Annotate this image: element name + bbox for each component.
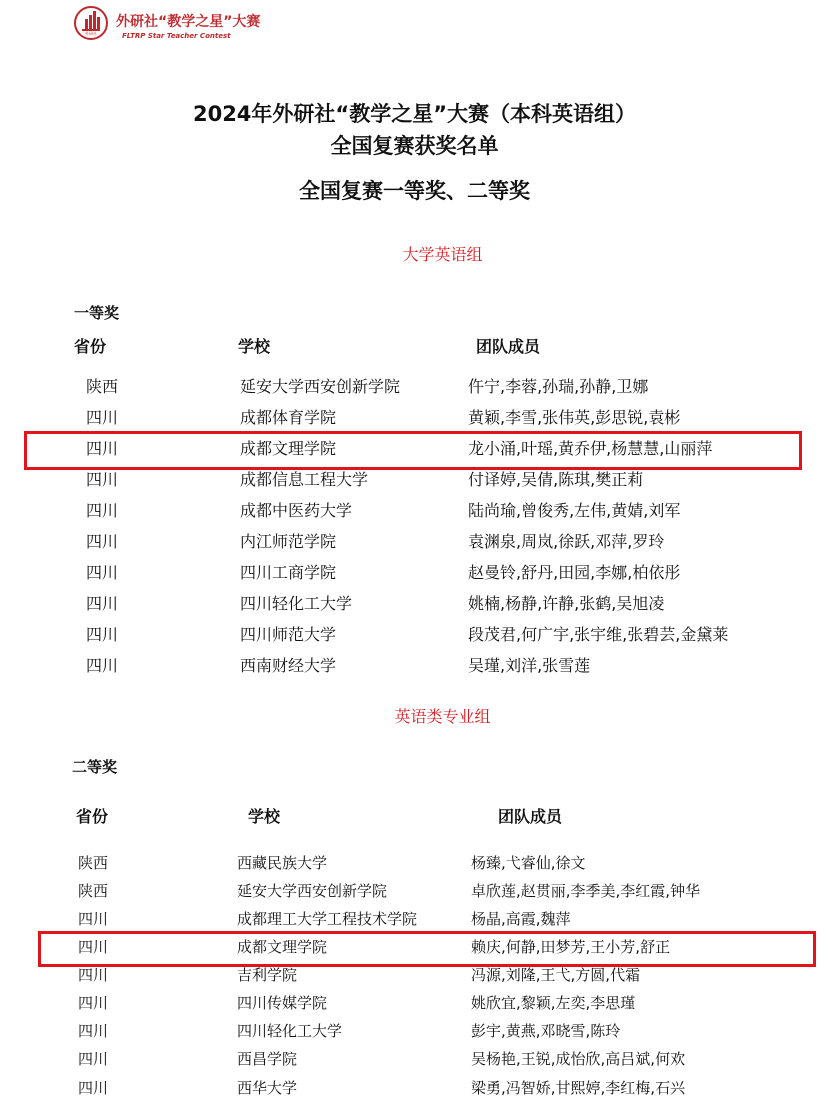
contest-logo <box>74 6 334 46</box>
header-members: 团队成员 <box>498 807 563 826</box>
cell-province: 陕西 <box>78 882 109 900</box>
table-row <box>0 1045 829 1073</box>
cell-province: 四川 <box>86 470 119 489</box>
cell-province: 四川 <box>86 563 119 582</box>
table-row <box>0 1074 829 1102</box>
table-row <box>0 651 829 681</box>
cell-province: 四川 <box>86 408 119 427</box>
table-row <box>0 465 829 495</box>
cell-school: 四川传媒学院 <box>237 994 328 1012</box>
table-row <box>0 403 829 433</box>
cell-school: 四川工商学院 <box>240 563 337 582</box>
table-row <box>0 496 829 526</box>
table-row-highlighted <box>0 933 829 961</box>
table-row <box>0 989 829 1017</box>
cell-school: 成都理工大学工程技术学院 <box>237 910 418 928</box>
logo-emblem-text: 外研社 <box>85 31 97 36</box>
cell-members: 姚欣宜,黎颖,左奕,李思瑾 <box>471 994 636 1012</box>
cell-members: 梁勇,冯智娇,甘熙婷,李红梅,石兴 <box>471 1079 686 1097</box>
cell-province: 陕西 <box>78 854 109 872</box>
cell-school: 四川师范大学 <box>240 625 337 644</box>
cell-province: 四川 <box>86 594 119 613</box>
cell-members: 陆尚瑜,曾俊秀,左伟,黄婧,刘军 <box>468 501 681 520</box>
cell-school: 成都中医药大学 <box>240 501 353 520</box>
cell-members: 吴杨艳,王锐,成怡欣,高吕斌,何欢 <box>471 1050 686 1068</box>
table-row <box>0 961 829 989</box>
section-group-title: 大学英语组 <box>402 245 483 264</box>
cell-province: 四川 <box>78 938 109 956</box>
cell-province: 四川 <box>86 532 119 551</box>
award-label: 一等奖 <box>74 304 120 322</box>
cell-members: 彭宇,黄燕,邓晓雪,陈玲 <box>471 1022 621 1040</box>
logo-subtitle: FLTRP Star Teacher Contest <box>122 32 231 40</box>
header-school: 学校 <box>238 337 271 356</box>
cell-school: 四川轻化工大学 <box>240 594 353 613</box>
cell-members: 段茂君,何广宇,张宇维,张碧芸,金黛莱 <box>468 625 729 644</box>
header-members: 团队成员 <box>476 337 541 356</box>
cell-school: 西昌学院 <box>237 1050 298 1068</box>
table-row <box>0 589 829 619</box>
cell-province: 四川 <box>78 1022 109 1040</box>
cell-province: 陕西 <box>86 377 119 396</box>
cell-school: 西南财经大学 <box>240 656 337 675</box>
cell-province: 四川 <box>86 501 119 520</box>
cell-province: 四川 <box>78 994 109 1012</box>
cell-school: 西华大学 <box>237 1079 298 1097</box>
cell-members: 付译婷,吴倩,陈琪,樊正莉 <box>468 470 644 489</box>
cell-school: 延安大学西安创新学院 <box>240 377 401 396</box>
page-subtitle: 全国复赛获奖名单 <box>330 134 499 158</box>
table-row <box>0 620 829 650</box>
table-row <box>0 1017 829 1045</box>
logo-title: 外研社“教学之星”大赛 <box>116 14 261 30</box>
table-row <box>0 905 829 933</box>
cell-province: 四川 <box>78 910 109 928</box>
cell-school: 延安大学西安创新学院 <box>237 882 388 900</box>
cell-province: 四川 <box>86 656 119 675</box>
cell-school: 成都信息工程大学 <box>240 470 369 489</box>
cell-members: 吴瑾,刘洋,张雪莲 <box>468 656 591 675</box>
cell-school: 成都文理学院 <box>240 439 337 458</box>
header-province: 省份 <box>76 807 109 826</box>
cell-members: 赵曼铃,舒丹,田园,李娜,柏依彤 <box>468 563 681 582</box>
table-row <box>0 527 829 557</box>
cell-school: 内江师范学院 <box>240 532 337 551</box>
table-row <box>0 877 829 905</box>
logo-emblem-icon <box>74 6 108 40</box>
table-row <box>0 558 829 588</box>
cell-members: 姚楠,杨静,许静,张鹤,吴旭凌 <box>468 594 665 613</box>
table-row <box>0 372 829 402</box>
cell-school: 西藏民族大学 <box>237 854 328 872</box>
cell-members: 杨晶,高霞,魏萍 <box>471 910 571 928</box>
cell-members: 袁渊泉,周岚,徐跃,邓萍,罗玲 <box>468 532 665 551</box>
header-school: 学校 <box>248 807 281 826</box>
cell-members: 冯源,刘隆,王弋,方圆,代霜 <box>471 966 641 984</box>
section-group-title: 英语类专业组 <box>394 707 491 726</box>
cell-members: 赖庆,何静,田梦芳,王小芳,舒正 <box>471 938 671 956</box>
cell-members: 龙小涌,叶瑶,黄乔伊,杨慧慧,山丽萍 <box>468 439 713 458</box>
table-row-highlighted <box>0 434 829 464</box>
cell-members: 仵宁,李蓉,孙瑞,孙静,卫娜 <box>468 377 649 396</box>
cell-province: 四川 <box>78 1050 109 1068</box>
award-level-title: 全国复赛一等奖、二等奖 <box>299 179 530 203</box>
cell-province: 四川 <box>78 1079 109 1097</box>
cell-members: 黄颖,李雪,张伟英,彭思锐,袁彬 <box>468 408 681 427</box>
table-row <box>0 849 829 877</box>
cell-province: 四川 <box>86 625 119 644</box>
cell-school: 成都文理学院 <box>237 938 328 956</box>
header-province: 省份 <box>74 337 107 356</box>
cell-school: 四川轻化工大学 <box>237 1022 343 1040</box>
cell-school: 吉利学院 <box>237 966 298 984</box>
cell-members: 卓欣莲,赵贯丽,李季美,李红霞,钟华 <box>471 882 701 900</box>
cell-province: 四川 <box>78 966 109 984</box>
cell-province: 四川 <box>86 439 119 458</box>
page-title: 2024年外研社“教学之星”大赛（本科英语组） <box>192 102 637 126</box>
cell-members: 杨臻,弋睿仙,徐文 <box>471 854 586 872</box>
award-label: 二等奖 <box>72 758 118 776</box>
cell-school: 成都体育学院 <box>240 408 337 427</box>
